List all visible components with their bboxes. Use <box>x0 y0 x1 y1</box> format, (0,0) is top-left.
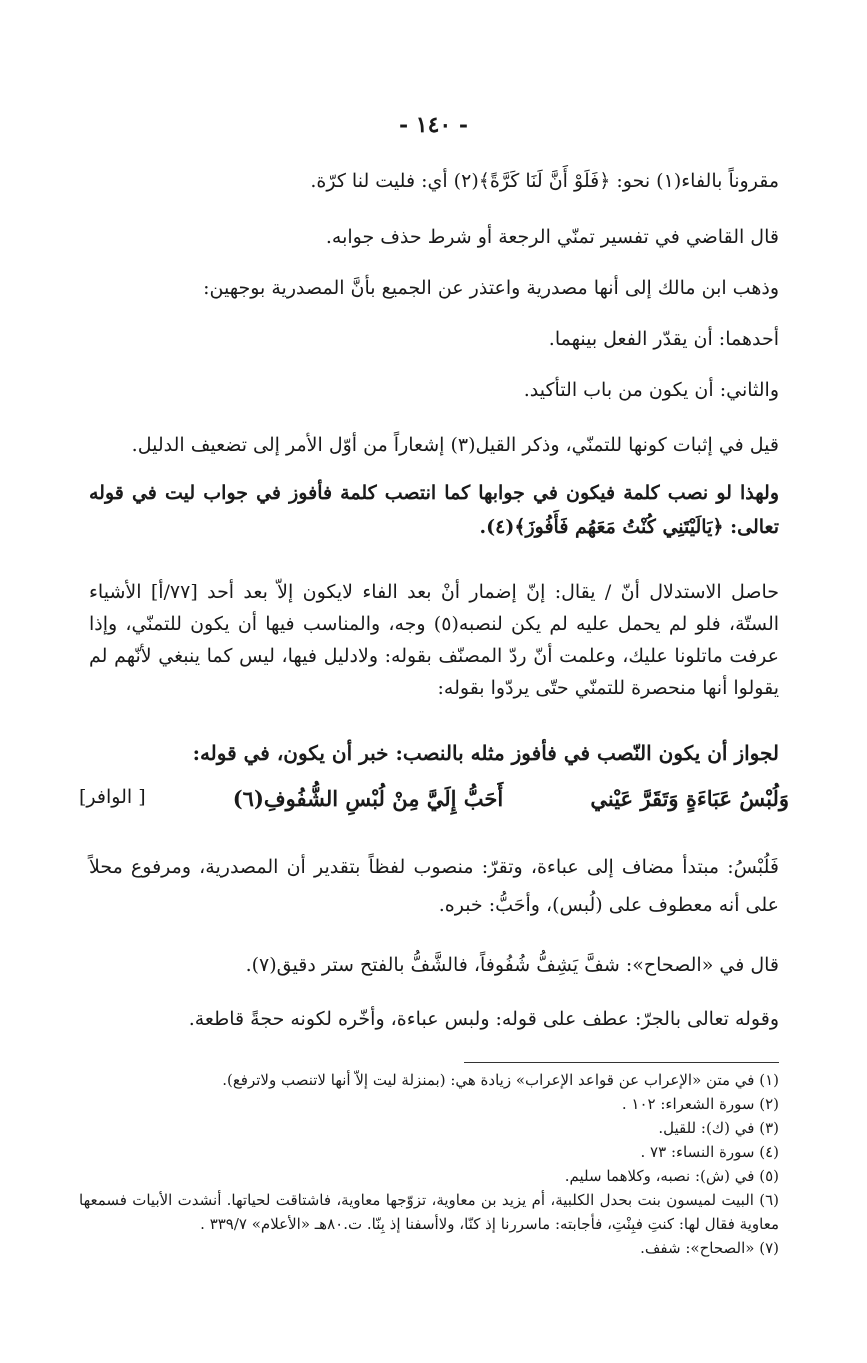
paragraph-6: قيل في إثبات كونها للتمنّي، وذكر القيل(٣) إشعاراً من أوّل الأمر إلى تضعيف الدليل. <box>131 434 779 456</box>
footnotes <box>79 1068 779 1260</box>
paragraph-11: قال في «الصحاح»: شفَّ يَشِفُّ شُفُوفاً، فالشَّفُّ بالفتح ستر دقيق(٧). <box>245 954 779 976</box>
page-number: - ١٤٠ - <box>398 112 469 138</box>
paragraph-8: حاصل الاستدلال أنّ / يقال: إنّ إضمار أنْ بعد الفاء لايكون إلاّ بعد أحد [٧٧/أ] الأشياء الستّة، فلو لم يحمل عليه لم يكن لنصبه(٥) وجه، والمناسب فيها أن يكون للتمنّي، وإذا عرفت ماتلونا عليك، وعلمت أنّ ردّ المصنّف بقوله: ولادليل فيها، ليس كما ينبغي لأنّهم لم يقولوا أنها منحصرة للتمنّي حتّى يردّوا بقوله: <box>89 581 780 699</box>
footnote-2: (٢) سورة الشعراء: ١٠٢ . <box>621 1095 779 1113</box>
paragraph-3: وذهب ابن مالك إلى أنها مصدرية واعتذر عن الجميع بأنَّ المصدرية بوجهين: <box>203 277 779 299</box>
verse-hemistich-second: أَحَبُّ إِلَيَّ مِنْ لُبْسِ الشُّفُوفِ(٦) <box>232 786 504 811</box>
footnote-5: (٥) في (ش): نصبه، وكلاهما سليم. <box>564 1167 779 1185</box>
footnote-1: (١) في متن «الإعراب عن قواعد الإعراب» زيادة هي: (بمنزلة ليت إلاّ أنها لاتنصب ولاترفع). <box>222 1071 779 1089</box>
paragraph-9: لجواز أن يكون النّصب في فأفوز مثله بالنصب: خبر أن يكون، في قوله: <box>192 741 779 765</box>
paragraph-2: قال القاضي في تفسير تمنّي الرجعة أو شرط حذف جوابه. <box>325 226 779 248</box>
footnote-4: (٤) سورة النساء: ٧٣ . <box>640 1143 779 1161</box>
paragraph-5: والثاني: أن يكون من باب التأكيد. <box>523 379 779 401</box>
paragraph-10: فَلُبْسُ: مبتدأ مضاف إلى عباءة، وتقرّ: منصوب لفظاً بتقدير أن المصدرية، ومرفوع محلاً على أنه معطوف على (لُبس)، وأحَبُّ: خبره. <box>89 856 779 916</box>
verse-meter-label: [ الوافر] <box>79 786 146 808</box>
footnote-divider <box>464 1062 779 1063</box>
verse-hemistich-first: وَلُبْسُ عَبَاءَةٍ وَتَقَرَّ عَيْني <box>590 786 789 811</box>
footnote-6: (٦) البيت لميسون بنت بحدل الكلبية، أم يزيد بن معاوية، تزوّجها معاوية، فاشتاقت لحياتها. أنشدت الأبيات فسمعها معاوية فقال لها: كنتِ فبِنْتِ، فأجابته: ماسررنا إذ كنّا، ولاأسفنا إذ بِنّا. ت.٨٠هـ «الأعلام» ٣٣٩/٧ . <box>79 1191 779 1233</box>
paragraph-4: أحدهما: أن يقدّر الفعل بينهما. <box>548 328 779 350</box>
paragraph-7: ولهذا لو نصب كلمة فيكون في جوابها كما انتصب كلمة فأفوز في جواب ليت في قوله تعالى: ﴿يَالَيْتَنِي كُنْتُ مَعَهُم فَأَفُوزَ﴾(٤). <box>89 482 779 538</box>
footnote-3: (٣) في (ك): للقيل. <box>658 1119 779 1137</box>
poetry-verse <box>79 786 789 811</box>
paragraph-12: وقوله تعالى بالجرّ: عطف على قوله: ولبس عباءة، وأخّره لكونه حجةً قاطعة. <box>188 1008 779 1030</box>
paragraph-1: مقروناً بالفاء(١) نحو: ﴿فَلَوْ أَنَّ لَنَا كَرَّةً﴾(٢) أي: فليت لنا كرّة. <box>310 170 779 192</box>
footnote-7: (٧) «الصحاح»: شفف. <box>640 1239 779 1257</box>
